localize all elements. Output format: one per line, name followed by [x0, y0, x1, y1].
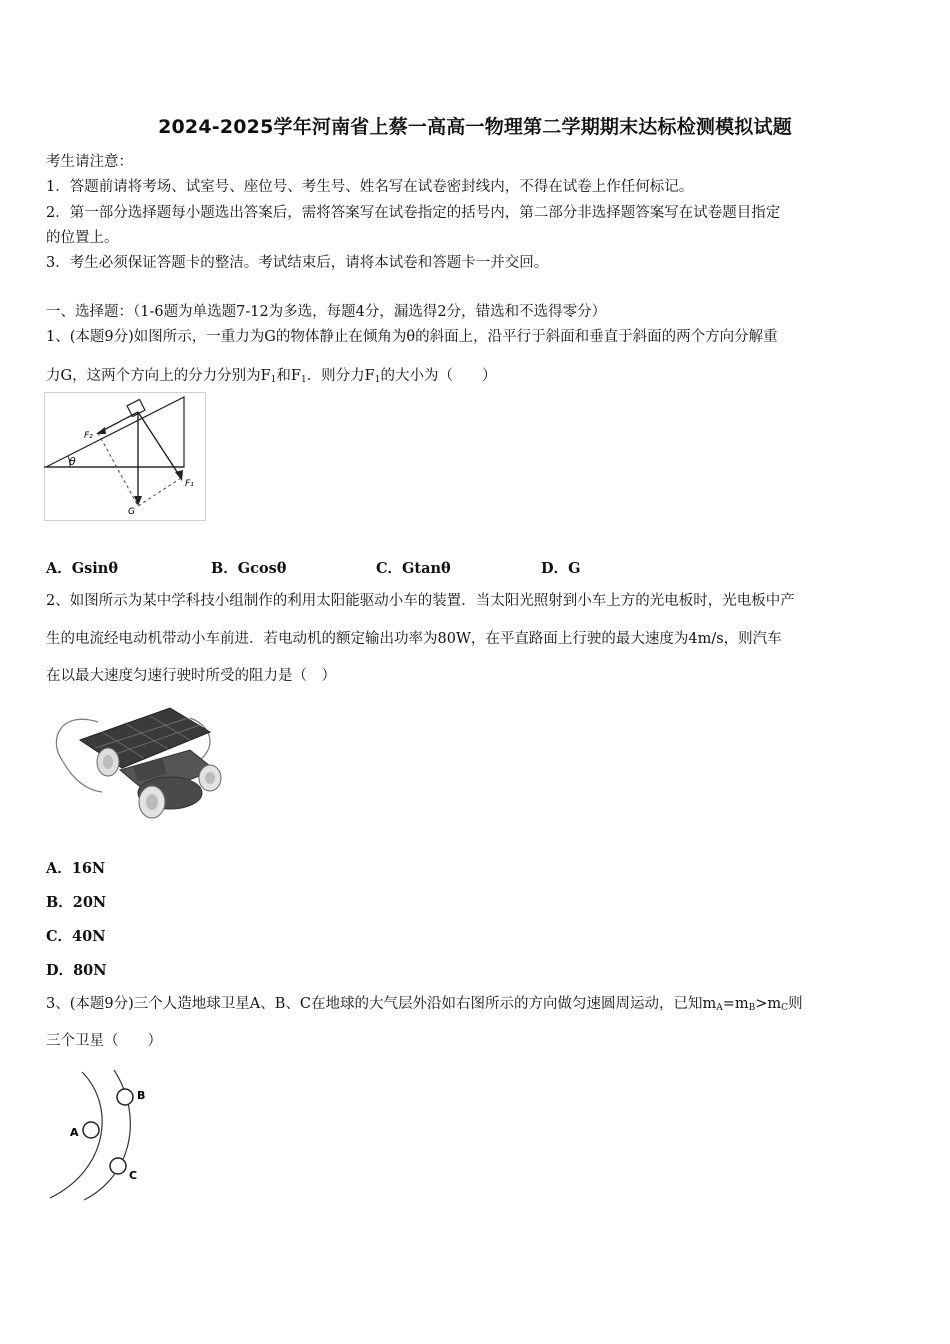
satellite-c-label: C — [129, 1169, 138, 1182]
notice-item-3: 3．考生必须保证答题卡的整洁。考试结束后，请将本试卷和答题卡一并交回。 — [46, 255, 549, 271]
q2-option-d: D．80N — [46, 962, 107, 979]
incline-force-diagram — [44, 392, 208, 522]
q2-option-b: B．20N — [46, 894, 107, 911]
q1-line1: 1、(本题9分)如图所示，一重力为G的物体静止在倾角为θ的斜面上，沿平行于斜面和垂直于斜面的两个方向分解重 — [46, 329, 778, 345]
notice-item-2: 2．第一部分选择题每小题选出答案后，需将答案写在试卷指定的括号内，第二部分非选择题答案写在试卷题目指定 — [46, 205, 781, 221]
q2-line2: 生的电流经电动机带动小车前进．若电动机的额定输出功率为80W，在平直路面上行驶的最大速度为4m/s，则汽车 — [46, 631, 782, 647]
q3-line1: 3、(本题9分)三个人造地球卫星A、B、C在地球的大气层外沿如右图所示的方向做匀速圆周运动，已知$m_A=m_B>m_C$则 — [46, 996, 803, 1013]
satellite-a-label: A — [70, 1126, 79, 1139]
satellite-orbit-diagram — [46, 1066, 176, 1206]
q2-option-c: C．40N — [46, 928, 106, 945]
page-title: 2024-2025学年河南省上蔡一高高一物理第二学期期末达标检测模拟试题 — [158, 116, 792, 138]
q2-line3: 在以最大速度匀速行驶时所受的阻力是（ ） — [46, 668, 336, 684]
q1-option-c: C．Gtanθ — [376, 560, 451, 577]
section-heading: 一、选择题：（1-6题为单选题7-12为多选，每题4分，漏选得2分，错选和不选得零分） — [46, 304, 607, 320]
theta-label: θ — [69, 455, 76, 468]
solar-car-photo — [50, 700, 225, 825]
f1-label: F₁ — [185, 479, 194, 489]
satellite-b-label: B — [137, 1089, 146, 1102]
q1-option-b: B．Gcosθ — [211, 560, 287, 577]
q3-line2: 三个卫星（ ） — [46, 1033, 162, 1049]
q1-option-a: A．Gsinθ — [46, 560, 119, 577]
notice-item-1: 1．答题前请将考场、试室号、座位号、考生号、姓名写在试卷密封线内，不得在试卷上作任何标记。 — [46, 179, 694, 195]
notice-heading: 考生请注意： — [46, 154, 133, 170]
notice-item-2-cont: 的位置上。 — [46, 230, 119, 246]
q1-option-d: D．G — [541, 560, 581, 577]
f2-label: F₂ — [84, 431, 93, 441]
g-label: G — [128, 507, 135, 517]
q1-line2: 力G，这两个方向上的分力分别为$F_1$和$F_1$．则分力$F_1$的大小为（ ） — [46, 368, 497, 385]
q2-line1: 2、如图所示为某中学科技小组制作的利用太阳能驱动小车的装置．当太阳光照射到小车上方的光电板时，光电板中产 — [46, 593, 795, 609]
q2-option-a: A．16N — [46, 860, 106, 877]
